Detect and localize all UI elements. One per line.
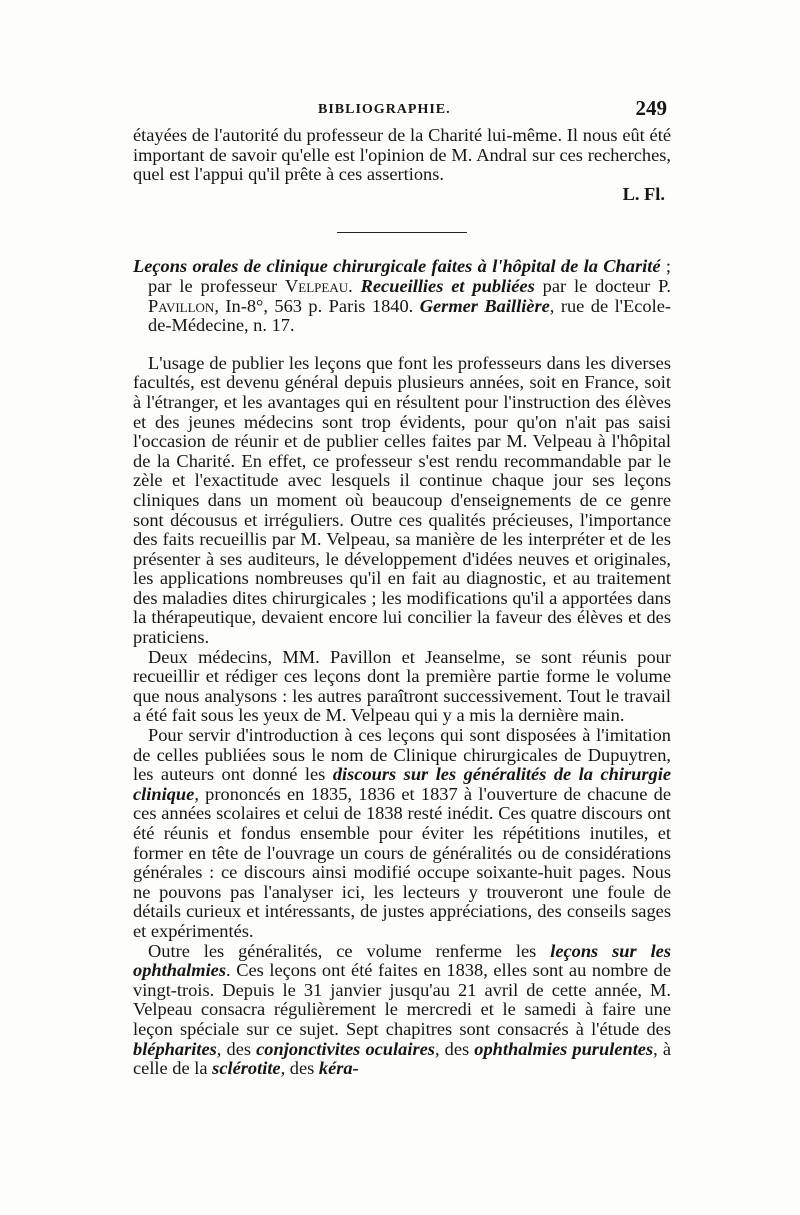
para4-emphasis-6: kéra- [318, 1058, 359, 1079]
para3-text-b: , prononcés en 1835, 1836 et 1837 à l'ouverture de chacune de ces années scolaires et celui de 1838 resté inédit. Ces quatre discours ont été réunis et fondus ensemble pour éviter les répétitions inutiles, et former en tête de l'ouvrage un cours de généralités ou de considérations générales : ce discours ainsi modifié occupe soixante-huit pages. Nous ne pouvons pas l'analyser ici, les lecteurs y trouveront une foule de détails curieux et intéressants, de justes appréciations, des conseils sages et expérimentés. [133, 783, 671, 941]
section-divider [337, 232, 467, 233]
page-number: 249 [635, 96, 667, 120]
page-header [133, 96, 671, 126]
para4-text-e: , à celle de la [133, 1038, 671, 1079]
para4-text-b: . Ces leçons ont été faites en 1838, elles sont au nombre de vingt-trois. Depuis le 31 janvier jusqu'au 21 avril de cette année, M. Velpeau consacra régulièrement le mercredi et le samedi à faire une leçon spéciale sur ce sujet. Sept chapitres sont consacrés à l'étude des [133, 960, 671, 1039]
book-author: Velpeau [285, 275, 349, 296]
para4-emphasis-1: leçons sur les ophthalmies [133, 940, 672, 981]
para4-emphasis-5: sclérotite [212, 1058, 281, 1079]
review-body [133, 354, 671, 1079]
book-by-doctor: par le docteur P. [542, 275, 671, 296]
para4-emphasis-2: blépharites [133, 1038, 217, 1059]
previous-review-end: étayées de l'autorité du professeur de la Charité lui-même. Il nous eût été important de savoir qu'elle est l'opinion de M. Andral sur ces recherches, quel est l'appui qu'il prête à ces assertions. [133, 125, 671, 185]
para3-emphasis: discours sur les généralités de la chirurgie clinique [133, 764, 671, 804]
book-publisher: Germer Baillière [419, 295, 550, 316]
review-paragraph-3 [133, 726, 671, 942]
book-editor: Pavillon [148, 295, 215, 316]
para4-text-f: , des [280, 1058, 315, 1079]
para4-emphasis-3: conjonctivites oculaires [256, 1038, 435, 1059]
book-by: ; par le professeur [148, 256, 671, 296]
page [133, 96, 671, 1079]
para4-emphasis-4: ophthalmies purulentes [474, 1038, 654, 1059]
book-entry: Leçons orales de clinique chirurgicale faites à l'hôpital de la Charité ; par le professeur Velpeau. Recueillies et publiées par le docteur P. Pavillon, In-8°, 563 p. Paris 1840. Germer Baillière, rue de l'Ecole-de-Médecine, n. 17. [133, 256, 671, 336]
review-paragraph-1: L'usage de publier les leçons que font les professeurs dans les diverses facultés, est devenu général depuis plusieurs années, soit en France, soit à l'étranger, et les avantages qui en résultent pour l'instruction des élèves et des jeunes médecins sont trop évidents, pour qu'on n'ait pas saisi l'occasion de réunir et de publier celles faites par M. Velpeau à l'hôpital de la Charité. En effet, ce professeur s'est rendu recommandable par le zèle et l'exactitude avec lesquels il continue chaque jour ses leçons cliniques dans un moment où beaucoup d'enseignements de ce genre sont décousus et irréguliers. Outre ces qualités précieuses, l'importance des faits recueillis par M. Velpeau, sa manière de les interpréter et de les présenter à ses auditeurs, le développement d'idées neuves et originales, les applications nombreuses qu'il en fait au diagnostic, et au traitement des maladies dites chirurgicales ; les modifications qu'il a apportées dans la thérapeutique, devaient encore lui concilier la faveur des élèves et des praticiens. [133, 352, 671, 648]
book-address: , rue de l'Ecole-de-Médecine, n. 17. [148, 295, 671, 336]
para4-text-d: , des [434, 1038, 470, 1059]
para4-text-a: Outre les généralités, ce volume renferme les [148, 940, 537, 961]
review-paragraph-2: Deux médecins, MM. Pavillon et Jeanselme, se sont réunis pour recueillir et rédiger ces leçons dont la première partie forme le volume que nous analysons : les autres paraîtront successivement. Tout le travail a été fait sous les yeux de M. Velpeau qui y a mis la dernière main. [133, 646, 671, 726]
running-title: BIBLIOGRAPHIE. [318, 102, 451, 117]
review-paragraph-4 [133, 942, 671, 1079]
book-collected: Recueillies et publiées [360, 275, 535, 296]
para4-text-c: , des [216, 1038, 252, 1059]
book-title: Leçons orales de clinique chirurgicale faites à l'hôpital de la Charité [133, 256, 661, 277]
para3-text-a: Pour servir d'introduction à ces leçons qui sont disposées à l'imitation de celles publiées sous le nom de Clinique chirurgicales de Dupuytren, les auteurs ont donné les [133, 725, 671, 785]
book-details: , In-8°, 563 p. Paris 1840. [214, 295, 414, 316]
signature: L. Fl. [622, 183, 665, 204]
